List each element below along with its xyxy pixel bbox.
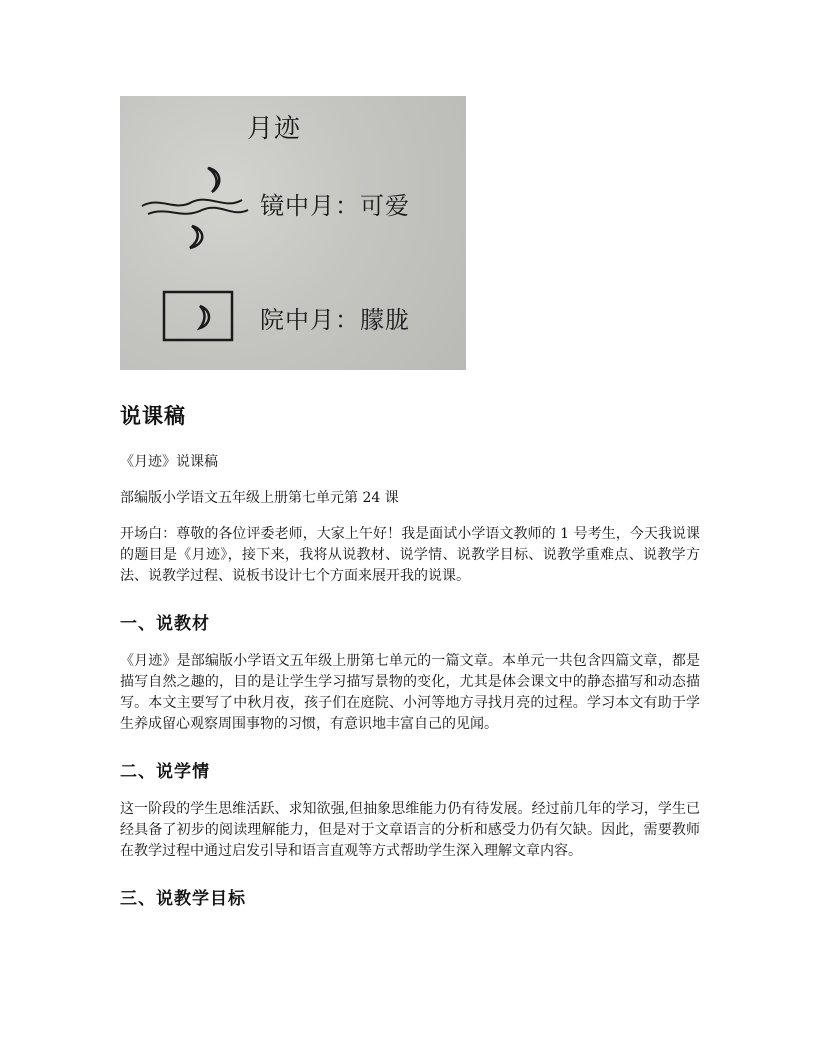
textbook-reference: 部编版小学语文五年级上册第七单元第 24 课 xyxy=(120,490,399,506)
sketch-title: 月迹 xyxy=(247,114,302,144)
crescent-moon-window xyxy=(200,306,209,328)
section-heading-students: 二、说学情 xyxy=(120,762,210,782)
crescent-moon-reflection xyxy=(190,226,202,248)
document-title: 说课稿 xyxy=(120,404,186,428)
crescent-moon-upper xyxy=(208,168,219,192)
section-body-textbook: 《月迹》是部编版小学语文五年级上册第七单元的一篇文章。本单元一共包含四篇文章，都是描写自然之趣的，目的是让学生学习描写景物的变化，尤其是体会课文中的静态描写和动态描写。本文主要写了中秋月夜，孩子们在庭院、小河等地方寻找月亮的过程。学习本文有助于学生养成留心观察周围事物的习惯，有意识地丰富自己的见闻。 xyxy=(120,653,700,732)
document-page xyxy=(120,96,700,926)
opening-remarks: 开场白：尊敬的各位评委老师，大家上午好！我是面试小学语文教师的 1 号考生，今天我说课的题目是《月迹》，接下来，我将从说教材、说学情、说教学目标、说教学重难点、说教学方法、说教学过程、说板书设计七个方面来展开我的说课。 xyxy=(120,526,700,584)
water-wave-1 xyxy=(142,200,242,206)
section-heading-objectives: 三、说教学目标 xyxy=(120,889,246,909)
courtyard-window-frame xyxy=(164,292,232,340)
lesson-subtitle: 《月迹》说课稿 xyxy=(120,454,218,470)
blackboard-sketch-photo xyxy=(120,96,466,370)
water-wave-2 xyxy=(148,208,248,214)
section-heading-textbook: 一、说教材 xyxy=(120,614,210,634)
section-body-students: 这一阶段的学生思维活跃、求知欲强,但抽象思维能力仍有待发展。经过前几年的学习，学生已经具备了初步的阅读理解能力，但是对于文章语言的分析和感受力仍有欠缺。因此，需要教师在教学过程中通过启发引导和语言直观等方式帮助学生深入理解文章内容。 xyxy=(120,801,700,859)
sketch-label-courtyard-moon: 院中月：朦胧 xyxy=(260,306,410,334)
sketch-label-mirror-moon: 镜中月：可爱 xyxy=(260,192,410,220)
